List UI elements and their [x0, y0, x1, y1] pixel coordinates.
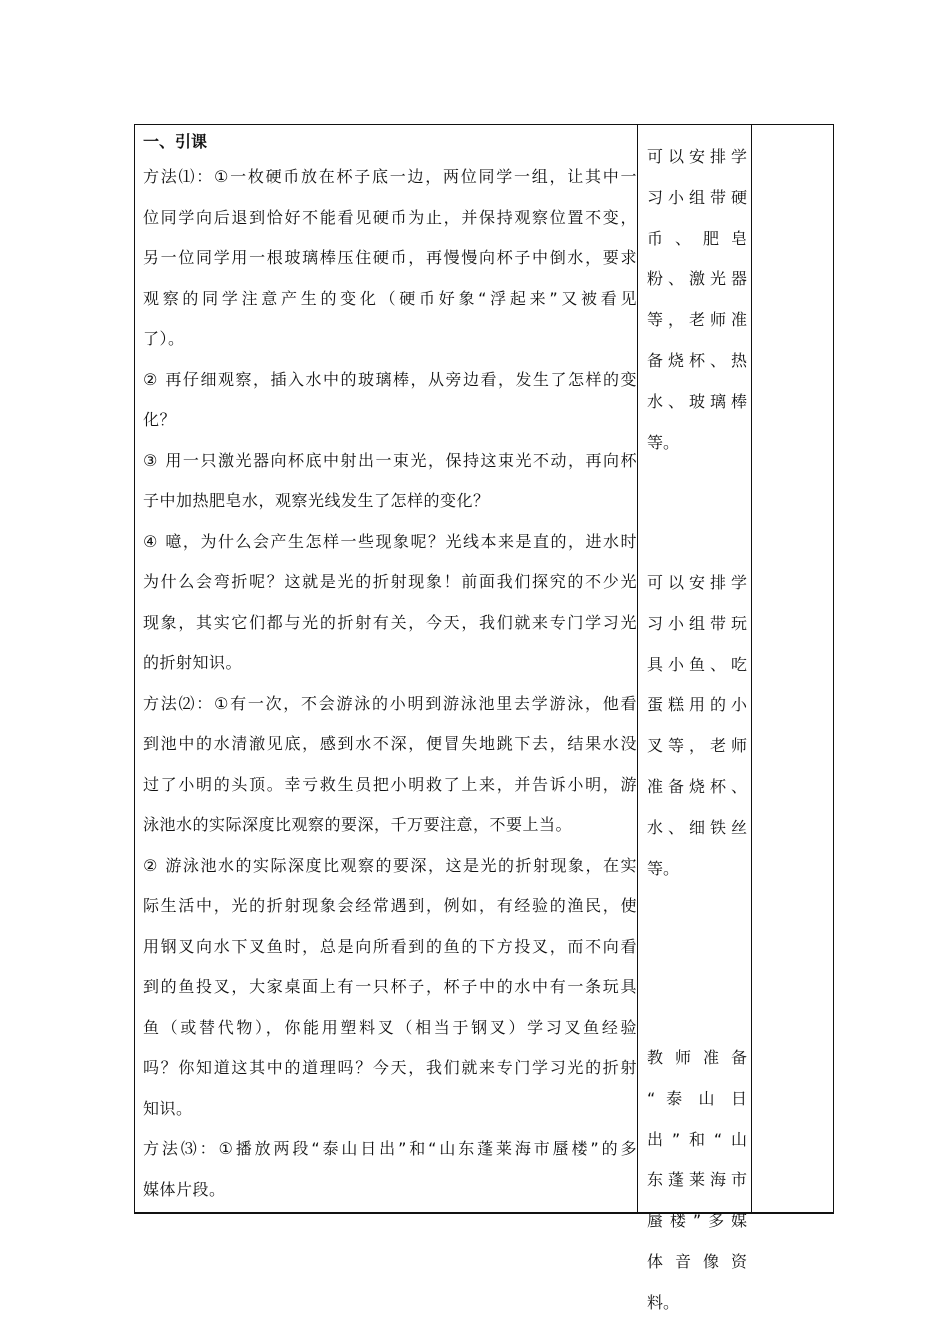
note-line: 水、细铁丝: [647, 817, 747, 837]
note-line: 水、玻璃棒: [647, 391, 747, 411]
note-line: 粉、激光器: [647, 269, 747, 289]
teaching-note: [647, 563, 747, 889]
note-line: 等。: [647, 432, 680, 452]
text-line: 鱼（或替代物），你能用塑料叉（相当于钢叉）学习叉鱼经验: [143, 1017, 637, 1037]
text-line: 方法⑴：①一枚硬币放在杯子底一边，两位同学一组，让其中一: [143, 167, 637, 186]
column-divider: [637, 125, 638, 1212]
text-line: 了）。: [143, 329, 185, 348]
note-line: 叉等，老师: [647, 736, 747, 756]
text-line: 另一位同学用一根玻璃棒压住硬币，再慢慢向杯子中倒水，要求: [143, 248, 637, 267]
text-line: 子中加热肥皂水，观察光线发生了怎样的变化？: [143, 491, 490, 510]
text-line: 现象，其实它们都与光的折射有关，今天，我们就来专门学习光: [143, 612, 637, 632]
text-line: 的折射知识。: [143, 653, 243, 672]
note-line: 出”和“山: [647, 1129, 747, 1149]
column-divider: [751, 125, 752, 1212]
text-line: 过了小明的头顶。幸亏救生员把小明救了上来，并告诉小明，游: [143, 774, 637, 794]
lesson-table: [134, 124, 834, 1312]
text-line: ② 游泳池水的实际深度比观察的要深，这是光的折射现象，在实: [143, 855, 637, 875]
teaching-note: [647, 1038, 747, 1324]
text-line: 观察的同学注意产生的变化（硬币好象“浮起来”又被看见: [143, 288, 637, 308]
note-line: 可以安排学: [647, 147, 747, 166]
text-line: 方法⑵：①有一次，不会游泳的小明到游泳池里去学游泳，他看: [143, 693, 637, 713]
lesson-content-cell: [143, 129, 637, 1210]
note-line: “ 泰 山 日: [647, 1088, 747, 1108]
note-line: 准备烧杯、: [647, 776, 747, 796]
text-line: ② 再仔细观察，插入水中的玻璃棒，从旁边看，发生了怎样的变: [143, 369, 637, 389]
text-line: 知识。: [143, 1098, 193, 1118]
text-line: ③ 用一只激光器向杯底中射出一束光，保持这束光不动，再向杯: [143, 450, 637, 470]
text-line: 吗？你知道这其中的道理吗？今天，我们就来专门学习光的折射: [143, 1058, 637, 1077]
text-line: 际生活中，光的折射现象会经常遇到，例如，有经验的渔民，使: [143, 896, 637, 915]
note-line: 具小鱼、吃: [647, 654, 747, 674]
text-line: 到池中的水清澈见底，感到水不深，便冒失地跳下去，结果水没: [143, 734, 637, 753]
section-title: 一、引课: [143, 132, 208, 151]
note-line: 体音像资: [647, 1251, 747, 1271]
text-line: 媒体片段。: [143, 1179, 226, 1199]
teaching-note: [647, 137, 747, 463]
note-line: 料。: [647, 1292, 680, 1312]
note-line: 币 、 肥 皂: [647, 228, 747, 248]
text-line: 位同学向后退到恰好不能看见硬币为止，并保持观察位置不变，: [143, 207, 637, 227]
text-line: 为什么会弯折呢？这就是光的折射现象！前面我们探究的不少光: [143, 572, 637, 591]
note-line: 习小组带硬: [647, 187, 747, 207]
text-line: 化？: [143, 410, 177, 429]
text-line: 用钢叉向水下叉鱼时，总是向所看到的鱼的下方投叉，而不向看: [143, 936, 637, 956]
text-line: 到的鱼投叉，大家桌面上有一只杯子，杯子中的水中有一条玩具: [143, 977, 637, 996]
text-line: 方法⑶：①播放两段“泰山日出”和“山东蓬莱海市蜃楼”的多: [143, 1139, 637, 1158]
lesson-text: [143, 157, 637, 1210]
note-line: 可以安排学: [647, 573, 747, 592]
note-line: 等。: [647, 858, 680, 878]
note-line: 蜃楼”多媒: [647, 1211, 747, 1231]
note-line: 等，老师准: [647, 310, 747, 330]
note-line: 蛋糕用的小: [647, 695, 747, 715]
note-line: 东蓬莱海市: [647, 1170, 747, 1190]
text-line: 泳池水的实际深度比观察的要深，千万要注意，不要上当。: [143, 815, 573, 834]
note-line: 教师准备: [647, 1048, 747, 1067]
note-line: 习小组带玩: [647, 613, 747, 633]
text-line: ④ 噫，为什么会产生怎样一些现象呢？光线本来是直的，进水时: [143, 531, 637, 551]
note-line: 备烧杯、热: [647, 350, 747, 370]
